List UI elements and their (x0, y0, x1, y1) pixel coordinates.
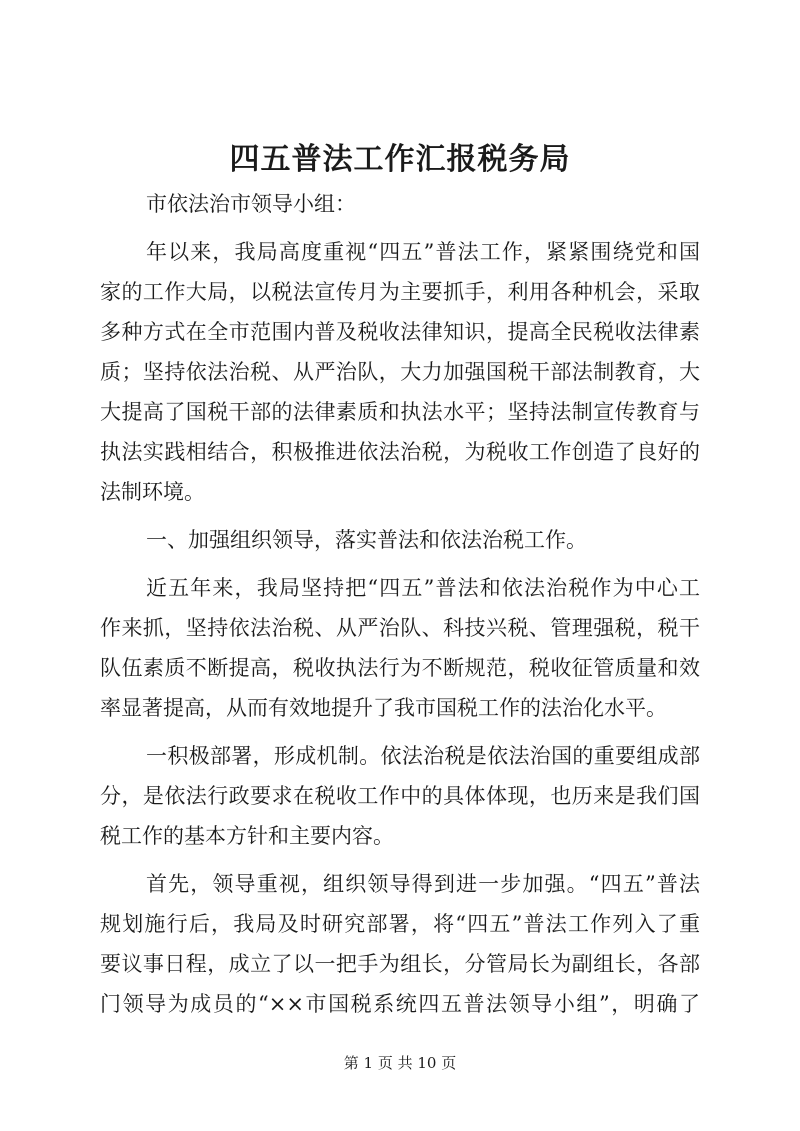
text-line: 率显著提高，从而有效地提升了我市国税工作的法治化水平。 (100, 696, 667, 720)
text-line: 作来抓，坚持依法治税、从严治队、科技兴税、管理强税，税干 (100, 616, 700, 640)
text-line: 一积极部署，形成机制。依法治税是依法治国的重要组成部 (146, 744, 700, 768)
document-body (100, 184, 700, 1024)
section-heading-1 (100, 520, 700, 560)
text-line: 大提高了国税干部的法律素质和执法水平；坚持法制宣传教育与 (100, 400, 700, 424)
text-line: 规划施行后，我局及时研究部署，将“四五”普法工作列入了重 (100, 912, 700, 936)
text-line: 队伍素质不断提高，税收执法行为不断规范，税收征管质量和效 (100, 656, 700, 680)
text-line: 执法实践相结合，积极推进依法治税，为税收工作创造了良好的 (100, 440, 700, 464)
text-line: 分，是依法行政要求在税收工作中的具体体现，也历来是我们国 (100, 784, 700, 808)
text-line: 质；坚持依法治税、从严治队，大力加强国税干部法制教育，大 (100, 360, 700, 384)
text-line: 税工作的基本方针和主要内容。 (100, 824, 394, 848)
document-title: 四五普法工作汇报税务局 (229, 142, 571, 177)
text-line: 近五年来，我局坚持把“四五”普法和依法治税作为中心工 (146, 576, 700, 600)
salutation: 市依法治市领导小组： (146, 192, 356, 216)
text-line: 要议事日程，成立了以一把手为组长，分管局长为副组长，各部 (100, 952, 700, 976)
paragraph-deployment (100, 736, 700, 856)
section-heading: 一、加强组织领导，落实普法和依法治税工作。 (146, 528, 587, 552)
text-line: 首先，领导重视，组织领导得到进一步加强。“四五”普法 (146, 872, 700, 896)
text-line: 年以来，我局高度重视“四五”普法工作，紧紧围绕党和国 (146, 240, 700, 264)
paragraph-overview (100, 568, 700, 728)
text-line: 法制环境。 (100, 480, 205, 504)
paragraph-intro (100, 232, 700, 512)
text-line: 门领导为成员的“××市国税系统四五普法领导小组”，明确了 (100, 992, 700, 1016)
text-line: 家的工作大局，以税法宣传月为主要抓手，利用各种机会，采取 (100, 280, 700, 304)
page-footer: 第 1 页 共 10 页 (343, 1054, 457, 1072)
paragraph-leadership (100, 864, 700, 1024)
text-line: 多种方式在全市范围内普及税收法律知识，提高全民税收法律素 (100, 320, 700, 344)
